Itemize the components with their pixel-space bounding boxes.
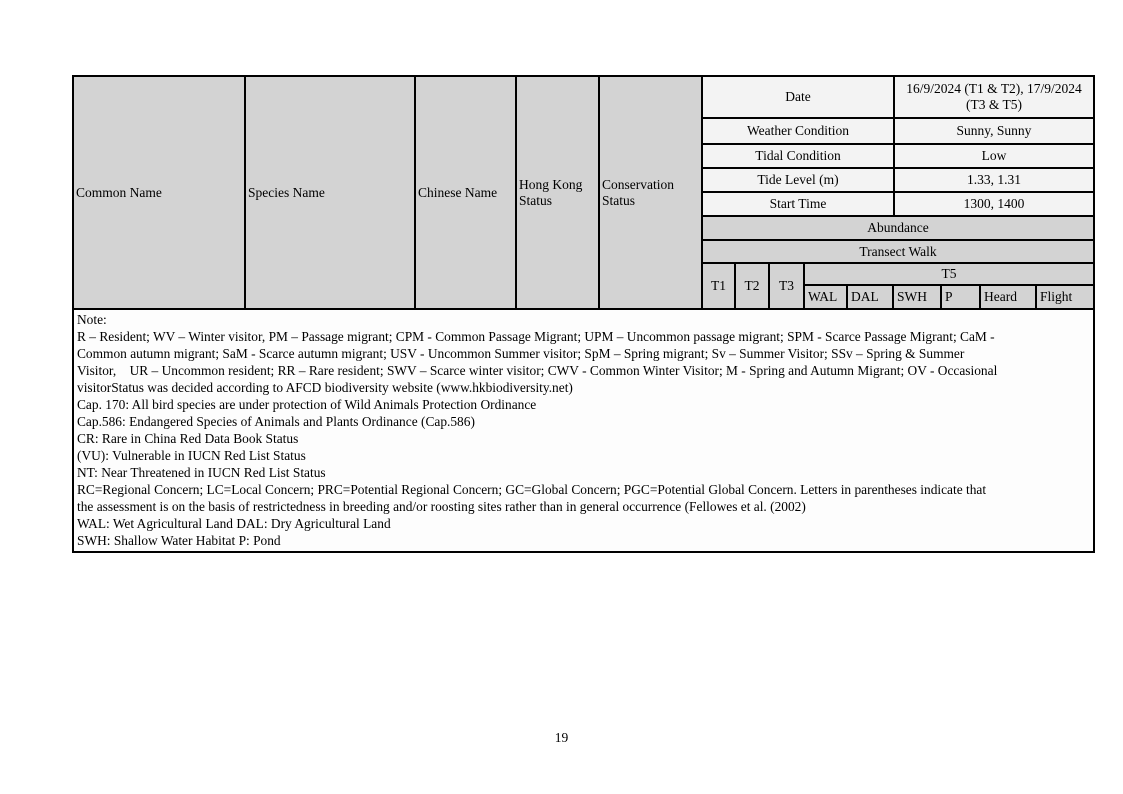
transect-header-t5: T5 [805,264,1093,286]
t5-subcolumns-row [805,286,1093,308]
weather-label: Weather Condition [703,119,895,143]
note-line: visitorStatus was decided according to AFCD biodiversity website (www.hkbiodiversity.net) [77,380,573,395]
info-row-tidal [703,145,1093,169]
note-title: Note: [77,312,107,327]
transect-columns-row [703,264,1093,308]
table-header-row [74,77,1093,308]
column-header-hong-kong-status: Hong Kong Status [517,77,600,308]
note-line: SWH: Shallow Water Habitat P: Pond [77,533,281,548]
note-section [74,308,1093,551]
transect-header-t3: T3 [770,264,805,308]
tide-level-value: 1.33, 1.31 [967,172,1021,187]
column-header-common-name: Common Name [74,77,246,308]
note-line: the assessment is on the basis of restrictedness in breeding and/or roosting sites rather than in general occurrence (Fellowes et al. (2002) [77,499,806,514]
weather-value: Sunny, Sunny [956,123,1032,138]
transect-header-t1: T1 [703,264,736,308]
habitat-header-wal: WAL [805,286,848,308]
tidal-value: Low [981,148,1007,163]
habitat-header-dal: DAL [848,286,894,308]
habitat-header-heard: Heard [981,286,1037,308]
start-time-label: Start Time [703,193,895,215]
note-line: Cap.586: Endangered Species of Animals and Plants Ordinance (Cap.586) [77,414,475,429]
tide-level-label: Tide Level (m) [703,169,895,191]
transect-header-t2: T2 [736,264,770,308]
tidal-label: Tidal Condition [703,145,895,167]
info-row-tide-level [703,169,1093,193]
note-line: WAL: Wet Agricultural Land DAL: Dry Agricultural Land [77,516,391,531]
note-line: NT: Near Threatened in IUCN Red List Status [77,465,326,480]
note-line: R – Resident; WV – Winter visitor, PM – Passage migrant; CPM - Common Passage Migrant; UPM – Uncommon passage migrant; SPM - Scarce Passage Migrant; CaM - [77,329,995,344]
column-header-chinese-name: Chinese Name [416,77,517,308]
info-row-start-time [703,193,1093,217]
habitat-header-flight: Flight [1040,289,1073,304]
start-time-value: 1300, 1400 [963,196,1025,211]
transect-walk-header: Transect Walk [703,241,1093,264]
note-line: (VU): Vulnerable in IUCN Red List Status [77,448,306,463]
abundance-header: Abundance [703,217,1093,241]
info-row-date [703,77,1093,119]
transect-t5-block [805,264,1093,308]
bird-survey-table [72,75,1095,553]
info-row-weather [703,119,1093,145]
note-line: RC=Regional Concern; LC=Local Concern; PRC=Potential Regional Concern; GC=Global Concern; PGC=Potential Global Concern. Letters in parentheses indicate that [77,482,987,497]
note-line: Cap. 170: All bird species are under protection of Wild Animals Protection Ordinance [77,397,537,412]
column-header-species-name: Species Name [246,77,416,308]
habitat-header-swh: SWH [894,286,942,308]
survey-info-section [703,77,1093,308]
date-value: 16/9/2024 (T1 & T2), 17/9/2024 (T3 & T5) [906,81,1082,112]
date-label: Date [703,77,895,117]
habitat-header-pond: P [942,286,981,308]
note-line: Common autumn migrant; SaM - Scarce autumn migrant; USV - Uncommon Summer visitor; SpM – Spring migrant; Sv – Summer Visitor; SSv – Spring & Summer [77,346,965,361]
note-line: CR: Rare in China Red Data Book Status [77,431,299,446]
page-number: 19 [554,730,569,745]
column-header-conservation-status: Conservation Status [600,77,703,308]
note-line: Visitor, UR – Uncommon resident; RR – Rare resident; SWV – Scarce winter visitor; CWV - Common Winter Visitor; M - Spring and Autumn Migrant; OV - Occasional [77,363,998,378]
